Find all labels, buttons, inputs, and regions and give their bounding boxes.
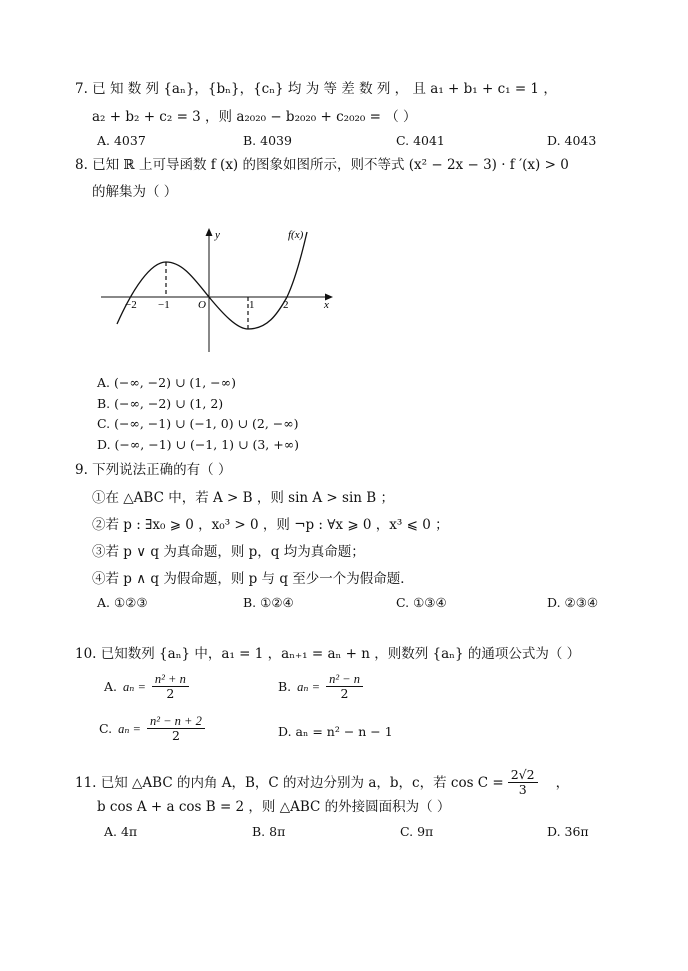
- q7-option-b: B. 4039: [243, 133, 292, 148]
- q10-option-c-fraction: [147, 714, 205, 743]
- q9-option-b: B. ①②④: [243, 595, 294, 610]
- q11-stem-line1-text: 11. 已知 △ABC 的内角 A，B，C 的对边分别为 a，b，c，若 cos C =: [75, 774, 504, 791]
- q8-stem-line2: 的解集为（ ）: [92, 184, 178, 200]
- q11-option-d: D. 36π: [547, 824, 589, 839]
- q11-stem-line1: [75, 768, 569, 797]
- q8-option-a: A. (−∞, −2) ∪ (1, −∞): [97, 375, 236, 390]
- q8-option-c: C. (−∞, −1) ∪ (−1, 0) ∪ (2, −∞): [97, 416, 299, 431]
- q11-option-a: A. 4π: [104, 824, 138, 839]
- q10-option-b: [278, 672, 363, 701]
- q10-option-a-lhs: aₙ =: [123, 679, 146, 694]
- q11-cos-fraction: [508, 768, 538, 797]
- q10-option-c: [99, 714, 205, 743]
- q9-stem: 9. 下列说法正确的有（ ）: [75, 462, 232, 478]
- q11-cos-denominator: 3: [518, 782, 527, 797]
- origin-label: O: [198, 299, 206, 311]
- q10-option-b-prefix: B.: [278, 678, 292, 694]
- q10-option-b-fraction: [326, 672, 363, 701]
- q11-option-c: C. 9π: [400, 824, 434, 839]
- q8-function-graph: [95, 220, 345, 360]
- q10-option-b-lhs: aₙ =: [297, 679, 321, 694]
- q9-item-1: ①在 △ABC 中，若 A > B ，则 sin A > sin B ；: [92, 490, 394, 506]
- q7-option-c: C. 4041: [396, 133, 445, 148]
- q9-option-d: D. ②③④: [547, 595, 599, 610]
- curve-f-of-x: [117, 232, 307, 329]
- q10-stem: 10. 已知数列 {aₙ} 中，a₁ = 1 ，aₙ₊₁ = aₙ + n ，则数列 {aₙ} 的通项公式为（ ）: [75, 646, 581, 662]
- q10-option-c-denominator: 2: [171, 728, 180, 743]
- tick-label-minus1: −1: [158, 299, 170, 311]
- q10-option-a-denominator: 2: [166, 686, 175, 701]
- q8-option-d: D. (−∞, −1) ∪ (−1, 1) ∪ (3, +∞): [97, 437, 299, 452]
- q10-option-b-numerator: n² − n: [326, 672, 363, 687]
- q7-option-d: D. 4043: [547, 133, 597, 148]
- q8-stem-line1: 8. 已知 ℝ 上可导函数 f (x) 的图象如图所示，则不等式 (x² − 2x − 3) · f ′(x) > 0: [75, 157, 569, 173]
- q9-option-c: C. ①③④: [396, 595, 447, 610]
- q7-stem-line2: a₂ + b₂ + c₂ = 3 ，则 a₂₀₂₀ − b₂₀₂₀ + c₂₀₂₀ = （ ）: [92, 109, 417, 125]
- q10-option-c-prefix: C.: [99, 720, 113, 736]
- q8-option-b: B. (−∞, −2) ∪ (1, 2): [97, 396, 224, 411]
- q10-option-c-numerator: n² − n + 2: [147, 714, 205, 729]
- tick-label-minus2: −2: [125, 299, 137, 311]
- tick-label-1: 1: [249, 299, 255, 311]
- y-axis-arrow: [206, 228, 213, 236]
- y-axis-label: y: [215, 229, 220, 241]
- x-axis-label: x: [324, 299, 329, 311]
- curve-label: f(x): [288, 229, 304, 241]
- q10-option-d: D. aₙ = n² − n − 1: [278, 724, 393, 739]
- q10-option-a-prefix: A.: [104, 678, 118, 694]
- q10-option-c-lhs: aₙ =: [118, 721, 141, 736]
- q10-option-a-numerator: n² + n: [152, 672, 189, 687]
- q11-stem-line1-end: ，: [555, 774, 570, 791]
- q11-cos-numerator: 2√2: [508, 768, 538, 783]
- q10-option-a-fraction: [152, 672, 189, 701]
- tick-label-2: 2: [283, 299, 289, 311]
- q7-stem-line1: 7. 已 知 数 列 {aₙ}，{bₙ}，{cₙ} 均 为 等 差 数 列 ， 且 a₁ + b₁ + c₁ = 1 ，: [75, 81, 557, 97]
- q9-item-3: ③若 p ∨ q 为真命题，则 p，q 均为真命题；: [92, 544, 365, 560]
- q9-item-2: ②若 p : ∃x₀ ⩾ 0 ，x₀³ > 0 ，则 ¬p : ∀x ⩾ 0 ，x³ ⩽ 0 ；: [92, 517, 449, 533]
- q7-option-a: A. 4037: [97, 133, 146, 148]
- q10-option-b-denominator: 2: [340, 686, 349, 701]
- q11-option-b: B. 8π: [252, 824, 286, 839]
- q11-stem-line2: b cos A + a cos B = 2 ，则 △ABC 的外接圆面积为（ ）: [97, 799, 451, 815]
- q9-option-a: A. ①②③: [97, 595, 148, 610]
- q9-item-4: ④若 p ∧ q 为假命题，则 p 与 q 至少一个为假命题．: [92, 571, 414, 587]
- q10-option-a: [104, 672, 189, 701]
